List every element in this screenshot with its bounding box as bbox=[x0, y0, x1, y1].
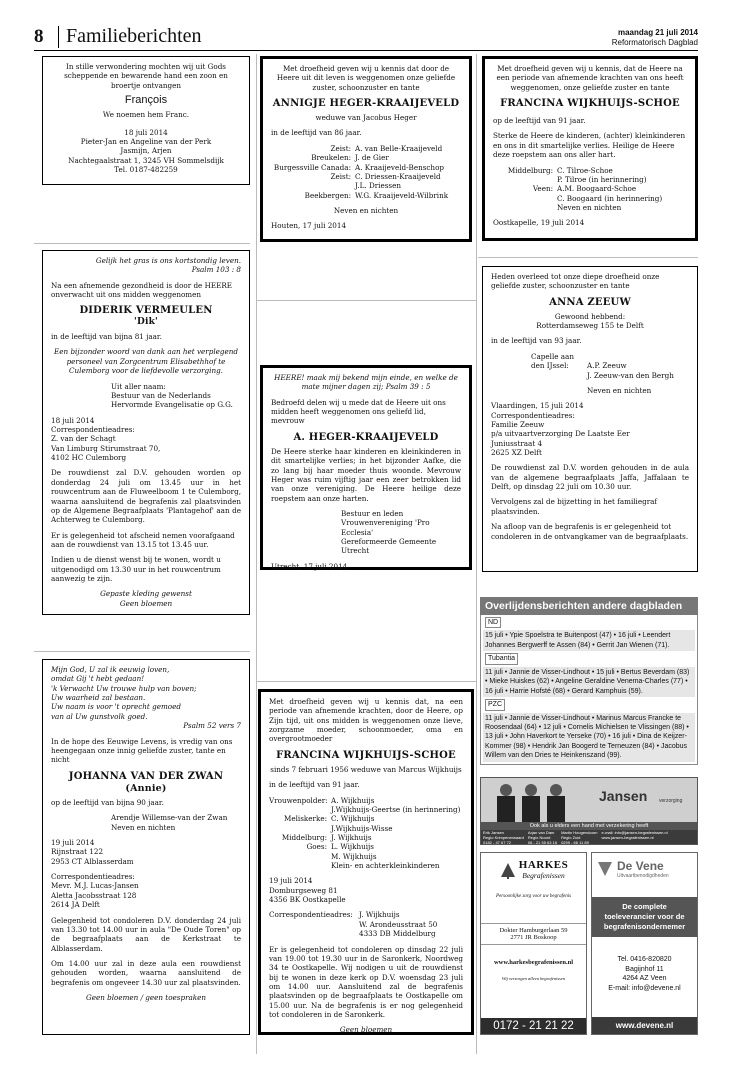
corr-label: Correspondentieadres: bbox=[491, 410, 575, 420]
relatives-list bbox=[493, 166, 687, 213]
relative-place bbox=[269, 852, 331, 861]
row-separator bbox=[256, 681, 476, 682]
brand-sub: Uitvaartbenodigdheden bbox=[617, 873, 669, 879]
relative-place bbox=[493, 175, 557, 184]
contact-2 bbox=[528, 831, 557, 845]
sign-1: Arendje Willemse-van der Zwan bbox=[111, 813, 228, 823]
relative-row bbox=[493, 175, 687, 184]
birth-announcement bbox=[42, 56, 250, 185]
relative-names: L. Wijkhuijs bbox=[331, 842, 374, 852]
relative-names: P. Tilroe (in herinnering) bbox=[557, 174, 647, 184]
death-notice-annigje bbox=[260, 56, 472, 242]
page-number: 8 bbox=[34, 26, 44, 47]
relative-2: J. Zeeuw-van den Bergh bbox=[587, 370, 674, 380]
intro: Met droefheid geven wij u kennis dat, na een periode van afnemende krachten, door de Heere, op Zijn tijd, uit ons midden is weggenomen onze lieve, zorgzame moeder, schoonmoeder, oma en overgrootmoeder bbox=[269, 697, 463, 744]
deceased-name: FRANCINA WIJKHUIJS-SCHOE bbox=[276, 749, 456, 761]
issue-date: maandag 21 juli 2014 bbox=[617, 28, 698, 37]
relative-names: J.Wijkhuijs-Wisse bbox=[331, 823, 393, 833]
relative-names: Neven en nichten bbox=[557, 202, 622, 212]
motto-line: 'k Verwacht Uw trouwe hulp van boven; bbox=[51, 683, 197, 693]
claim-line: begrafenisondernemer bbox=[603, 922, 686, 932]
phone: Tel. 0416-820820 bbox=[617, 956, 672, 964]
corr-name: Z. van der Schagt bbox=[51, 434, 116, 444]
city: 4264 AZ Veen bbox=[622, 975, 667, 983]
relative-row bbox=[269, 842, 463, 851]
age: in de leeftijd van bijna 81 jaar. bbox=[51, 332, 162, 342]
row-separator bbox=[34, 243, 250, 244]
contact-phone: 0182 - 47 67 72 bbox=[483, 839, 512, 845]
relative-names: A.M. Boogaard-Schoe bbox=[557, 184, 637, 194]
contact-name: Erik Jansen bbox=[483, 830, 504, 835]
service: Gelegenheid tot condoleren D.V. donderdag 24 juli van 13.30 tot 14.00 uur in aula "De Oude Toren" op de begraafplaats aan de Kerkstraat te Alblasserdam. bbox=[51, 915, 241, 953]
contact-name: Arjan van Dam bbox=[527, 830, 555, 835]
death-notice-heger-vereniging bbox=[260, 365, 472, 570]
intro: Na een afnemende gezondheid is door de HEERE onverwacht uit ons midden weggenomen bbox=[51, 280, 233, 300]
corr-label: Correspondentieadres: bbox=[51, 872, 135, 882]
sign-1: Bestuur en leden bbox=[341, 508, 404, 518]
relative-names: A. Kraaijeveld-Benschop bbox=[355, 162, 444, 172]
relative-names: C. Boogaard (in herinnering) bbox=[557, 193, 663, 203]
relative-row bbox=[269, 805, 463, 814]
address-2: 2953 CT Alblasserdam bbox=[51, 856, 134, 866]
nickname: (Annie) bbox=[125, 782, 167, 794]
nickname: 'Dik' bbox=[134, 317, 158, 328]
motto-line: omdat Gij 't hebt gedaan! bbox=[51, 674, 145, 684]
relative-row bbox=[493, 166, 687, 175]
address-line: Dokter Hamburgerlaan 59 bbox=[499, 927, 568, 934]
relative-row bbox=[269, 861, 463, 870]
place-1: Capelle aan bbox=[531, 351, 574, 361]
relative-names: J.Wijkhuijs-Geertse (in herinnering) bbox=[331, 804, 461, 814]
motto bbox=[51, 665, 241, 721]
siblings: Jasmijn, Arjen bbox=[120, 146, 172, 156]
relative-place: Goes: bbox=[306, 842, 327, 852]
address-2: 4356 BK Oostkapelle bbox=[269, 895, 346, 905]
motto-line: van al Uw gunstvolk goed. bbox=[51, 711, 148, 721]
sign-2: Neven en nichten bbox=[111, 822, 176, 832]
nephews: Neven en nichten bbox=[587, 385, 652, 395]
deceased-name: JOHANNA VAN DER ZWAN bbox=[68, 770, 224, 782]
date: 18 juli 2014 bbox=[51, 415, 95, 425]
nickname: We noemen hem Franc. bbox=[102, 110, 190, 120]
note: Wij verzorgen alleen begrafenissen bbox=[501, 976, 566, 981]
nephews: Neven en nichten bbox=[333, 205, 399, 215]
widow-line: weduwe van Jacobus Heger bbox=[315, 113, 417, 123]
deceased-name: ANNA ZEEUW bbox=[549, 296, 631, 308]
corr-city: 4102 HC Culemborg bbox=[51, 453, 127, 463]
paper-name: Reformatorisch Dagblad bbox=[611, 38, 698, 47]
contact-email: e-mail: info@jansen-begrafenissen.nl bbox=[601, 830, 668, 835]
contact-region: Regio Zuid bbox=[561, 834, 581, 840]
relative-row bbox=[269, 796, 463, 805]
other-papers-title: Overlijdensberichten andere dagbladen bbox=[480, 597, 698, 615]
source-entries: 11 juli • Jannie de Visser-Lindhout • 15 juli • Bertus Beverdam (83) • Mieke Huiskes (62) • Angeline Geraldine Venema-Charles (77) • 16 juli • Harrie Hofsté (68) • Gerard Kamphuis (59). bbox=[483, 667, 695, 697]
corr-3: Juniusstraat 4 bbox=[491, 438, 543, 448]
claim-line: De complete bbox=[622, 902, 667, 911]
relative-row bbox=[271, 163, 461, 172]
brand-tag: verzorging bbox=[659, 798, 683, 804]
address bbox=[481, 923, 586, 945]
relative-place: Beekbergen: bbox=[304, 190, 351, 200]
relative-place: Veen: bbox=[532, 184, 553, 194]
relative-row bbox=[269, 833, 463, 842]
contact-1 bbox=[483, 831, 524, 845]
relative-place: Middelburg: bbox=[281, 832, 327, 842]
grave: Vervolgens zal de bijzetting in het familiegraf plaatsvinden. bbox=[491, 497, 658, 516]
relative-row bbox=[269, 852, 463, 861]
relative-place: Meliskerke: bbox=[284, 814, 327, 824]
since-line: sinds 7 februari 1956 weduwe van Marcus Wijkhuijs bbox=[270, 764, 462, 774]
corr-1: Mevr. M.J. Lucas-Jansen bbox=[51, 881, 139, 891]
corr-1: J. Wijkhuijs bbox=[359, 910, 400, 920]
phone: 0172 - 21 21 22 bbox=[481, 1018, 586, 1034]
date: 19 juli 2014 bbox=[51, 838, 95, 848]
dress-code: Gepaste kleding gewenst bbox=[100, 589, 192, 599]
death-notice-francina-1 bbox=[482, 56, 698, 241]
deceased-name: A. HEGER-KRAAIJEVELD bbox=[293, 431, 439, 443]
flowers: Geen bloemen bbox=[119, 598, 173, 608]
death-notice-johanna bbox=[42, 659, 250, 1035]
relative-row bbox=[493, 194, 687, 203]
relative-row bbox=[269, 824, 463, 833]
death-notice-anna bbox=[482, 266, 698, 572]
source-label: Tubantia bbox=[485, 653, 518, 664]
relative-row bbox=[271, 172, 461, 181]
motto-ref: Psalm 103 : 8 bbox=[191, 265, 241, 275]
deceased-name: ANNIGJE HEGER-KRAAIJEVELD bbox=[272, 98, 460, 110]
relative-row bbox=[271, 144, 461, 153]
address-1: Domburgseweg 81 bbox=[269, 885, 338, 895]
other-papers-box bbox=[480, 597, 698, 765]
on-behalf: Uit aller naam: bbox=[111, 381, 166, 391]
age: op de leeftijd van 91 jaar. bbox=[493, 116, 586, 126]
relative-place bbox=[271, 181, 355, 190]
contacts bbox=[481, 830, 697, 846]
death-notice-diderik bbox=[42, 250, 250, 615]
address-1: Rijnstraat 122 bbox=[51, 847, 104, 857]
relative-names: W.G. Kraaijeveld-Wilbrink bbox=[355, 190, 449, 200]
corr-2: Aletta Jacobsstraat 128 bbox=[51, 890, 137, 900]
relative-names: M. Wijkhuijs bbox=[331, 851, 377, 861]
flowers: Geen bloemen bbox=[339, 1025, 393, 1035]
source-entries: 11 juli • Jannie de Visser-Lindhout • Marinus Marcus Francke te Roosendaal (64) • 12 juli • Cornelis Michielsen te Vlissingen (88) • 13 juli • John Haverkort te Yerseke (70) • 16 juli • Dina de Keijzer-Kommer (98) • Hendrik Jan Boogerd te Terneuzen (84) • Jacobus Willem van den Dries te Heinkenszand (99). bbox=[483, 713, 695, 762]
sign-3: Gereformeerde Gemeente Utrecht bbox=[341, 537, 437, 556]
relative-place bbox=[269, 824, 331, 833]
relative-place bbox=[269, 805, 331, 814]
corr-label: Correspondentieadres: bbox=[51, 425, 135, 434]
date: 19 juli 2014 bbox=[269, 876, 313, 886]
sign-2: Vrouwenvereniging 'Pro Ecclesia' bbox=[341, 518, 430, 537]
relative-place bbox=[493, 203, 557, 212]
row-separator bbox=[34, 651, 250, 652]
contact-web bbox=[602, 831, 668, 845]
tree-icon bbox=[499, 861, 517, 879]
intro: Met droefheid geven wij u kennis, dat de Heere na een periode van afnemende krachten van ons heeft weggenomen, onze geliefde zuster en tante bbox=[496, 64, 684, 92]
relative-1: A.P. Zeeuw bbox=[587, 361, 627, 371]
ad-devene[interactable] bbox=[591, 852, 698, 1035]
issue-info bbox=[612, 28, 698, 48]
intro: Heden overleed tot onze diepe droefheid onze geliefde zuster, schoonzuster en tante bbox=[491, 272, 660, 291]
motto-line: Uw naam is voor 't oprecht gemoed bbox=[51, 702, 181, 712]
relative-row bbox=[271, 191, 461, 200]
attend: Indien u de dienst wenst bij te wonen, wordt u uitgenodigd om 13.30 uur in het rouwcentrum aanwezig te zijn. bbox=[51, 555, 221, 584]
relative-place bbox=[493, 194, 557, 203]
corr-block bbox=[269, 910, 463, 919]
lived-address: Rotterdamseweg 155 te Delft bbox=[536, 321, 644, 331]
contact-region: Regio Krimpenerwaard bbox=[483, 834, 524, 840]
harkes-logo bbox=[481, 859, 586, 880]
relative-row bbox=[491, 361, 689, 370]
section-title: Familieberichten bbox=[66, 25, 202, 47]
service: De rouwdienst zal D.V. worden gehouden in de aula van de algemene begraafplaats Jaffa, Jaffalaan te Delft, op dinsdag 22 juli om 10.30 uur. bbox=[491, 463, 689, 492]
relative-row bbox=[269, 814, 463, 823]
brand-name: HARKES bbox=[518, 859, 569, 871]
relative-row bbox=[271, 153, 461, 162]
age: in de leeftijd van 91 jaar. bbox=[269, 780, 360, 790]
relative-row bbox=[493, 184, 687, 193]
slogan: Persoonlijke zorg voor uw begrafenis bbox=[495, 894, 572, 899]
address: Nachtegaalstraat 1, 3245 VH Sommelsdijk bbox=[68, 155, 224, 165]
farewell: Er is gelegenheid tot afscheid nemen voorafgaand aan de rouwdienst van 13.15 tot 13.45 uur. bbox=[51, 530, 235, 549]
relatives-list bbox=[269, 796, 463, 871]
age: in de leeftijd van 86 jaar. bbox=[271, 128, 362, 138]
contact bbox=[592, 955, 697, 993]
row-separator bbox=[256, 300, 476, 301]
address-line: 2771 JR Boskoop bbox=[510, 934, 557, 941]
claim bbox=[592, 897, 697, 937]
ad-harkes[interactable] bbox=[480, 852, 587, 1035]
relative-row bbox=[493, 203, 687, 212]
thanks: Een bijzonder woord van dank aan het verplegend personeel van Zorgcentrum Elisabethhof te Culemborg voor de liefdevolle verzorging. bbox=[54, 347, 238, 376]
source-entries: 15 juli • Ypie Spoelstra te Buitenpost (47) • 16 juli • Leendert Johannes Bergwerff te Assen (84) • Gerrit Jan Wienen (71). bbox=[483, 630, 695, 651]
relative-names: Klein- en achterkleinkinderen bbox=[331, 861, 440, 871]
deceased-name: DIDERIK VERMEULEN bbox=[79, 305, 213, 317]
source-label: ND bbox=[485, 617, 501, 628]
motto-line: Uw waarheid zal bestaan. bbox=[51, 693, 146, 703]
place-date: Houten, 17 juli 2014 bbox=[271, 221, 347, 231]
website[interactable]: www.devene.nl bbox=[592, 1017, 697, 1034]
contact-phone: 0299 - 66 11 89 bbox=[561, 839, 589, 845]
corr-1: Familie Zeeuw bbox=[491, 419, 545, 429]
corr-3: 2614 JA Delft bbox=[51, 900, 100, 910]
board: Bestuur van de Nederlands bbox=[111, 390, 211, 400]
contact-name: Martin Hoogendoorn bbox=[561, 830, 598, 835]
date: Vlaardingen, 15 juli 2014 bbox=[491, 401, 584, 411]
intro: Bedroefd delen wij u mede dat de Heere uit ons midden heeft weggenomen ons geliefd lid, mevrouw bbox=[271, 397, 446, 426]
relative-names: C. Driessen-Kraaijeveld bbox=[355, 171, 441, 181]
corr-2: p/a uitvaartverzorging De Laatste Eer bbox=[491, 429, 630, 439]
header-rule bbox=[34, 50, 698, 51]
motto-line: Mijn God, U zal ik eeuwig loven, bbox=[51, 665, 170, 674]
corr-label: Correspondentieadres: bbox=[269, 910, 353, 920]
website[interactable]: www.harkesbegrafenissen.nl bbox=[493, 959, 574, 966]
age: op de leeftijd van bijna 90 jaar. bbox=[51, 797, 164, 807]
church: Hervormde Evangelisatie op G.G. bbox=[111, 400, 233, 410]
relative-place: Middelburg: bbox=[507, 165, 553, 175]
place-2: den IJssel: bbox=[531, 361, 569, 371]
column-separator bbox=[476, 54, 477, 1054]
relative-names: C. Tilroe-Schoe bbox=[557, 165, 613, 175]
contact-url: www.jansen-begrafenissen.nl bbox=[601, 834, 654, 840]
motto: Gelijk het gras is ons kortstondig leven. bbox=[95, 256, 241, 265]
motto-ref: Psalm 52 vers 7 bbox=[183, 721, 241, 731]
motto: HEERE! maak mij bekend mijn einde, en welke de mate mijner dagen zij; Psalm 39 : 5 bbox=[274, 373, 458, 392]
text: De Heere sterke haar kinderen en kleinkinderen in dit smartelijke verlies; in het bijzonder Aafke, die zo lang bij haar moeder thuis woonde. Mevrouw Heger was ruim vijftig jaar een zeer betrokken lid van onze vereniging. De Heere heilige deze roepstem aan onze harten. bbox=[271, 446, 461, 503]
phone: Tel. 0187-482259 bbox=[114, 165, 178, 175]
claim-line: toeleverancier voor de bbox=[604, 912, 685, 922]
logo-mark-icon bbox=[596, 860, 614, 878]
relative-names: A. Wijkhuijs bbox=[331, 795, 375, 805]
source-label: PZC bbox=[485, 699, 505, 710]
intro: Met droefheid geven wij u kennis dat door de Heere uit dit leven is weggenomen onze geliefde zuster, schoonzuster en tante bbox=[276, 64, 456, 92]
ad-jansen[interactable] bbox=[480, 777, 698, 845]
relative-names: A. van Belle-Kraaijeveld bbox=[355, 143, 443, 153]
place-date: Oostkapelle, 19 juli 2014 bbox=[493, 218, 585, 228]
lived-label: Gewoond hebbend: bbox=[554, 311, 626, 321]
corr-4: 2625 XZ Delft bbox=[491, 448, 542, 458]
corr-2: W. Arondeusstraat 50 bbox=[359, 919, 438, 929]
condolence: Na afloop van de begrafenis is er gelegenheid tot condoleren in de ontvangkamer van de begraafplaats. bbox=[491, 522, 689, 541]
flowers: Geen bloemen / geen toespraken bbox=[85, 993, 207, 1003]
banner: Ook als u elders een hand met verzekering heeft bbox=[481, 822, 697, 830]
relative-names: J. de Gier bbox=[355, 153, 389, 163]
header-divider bbox=[58, 26, 59, 48]
brand-name: Jansen bbox=[599, 788, 648, 804]
relative-names: J. Wijkhuijs bbox=[331, 832, 372, 842]
text: Sterke de Heere de kinderen, (achter) kleinkinderen en ons in dit smartelijke verlies. Heilige de Heere deze roepstem aan ons aller hart. bbox=[493, 131, 686, 160]
birth-date: 18 juli 2014 bbox=[124, 127, 168, 137]
intro: In stille verwondering mochten wij uit Gods scheppende en bewarende hand een zoon en broertje ontvangen bbox=[64, 62, 228, 90]
relative-place: Breukelen: bbox=[311, 153, 351, 163]
death-notice-francina-2 bbox=[258, 689, 474, 1035]
row-separator bbox=[478, 257, 698, 258]
age: in de leeftijd van 93 jaar. bbox=[491, 336, 582, 346]
relative-place: Burgessville Canada: bbox=[273, 162, 351, 172]
devene-logo bbox=[592, 853, 697, 879]
brand-sub: Begrafenissen bbox=[522, 871, 565, 880]
service: Er is gelegenheid tot condoleren op dinsdag 22 juli van 19.00 tot 19.30 uur in de Saronkerk, Noordweg 34 te Oostkapelle. Wij nodigen u uit de rouwdienst bij te wonen in deze kerk op D.V. woensdag 23 juli om 14.00 uur. Aansluitend zal de begrafenis plaatsvinden op de begraafplaats te Oostkapelle om 15.00 uur. Na de begrafenis is er nog gelegenheid tot condoleren in de Saronkerk. bbox=[269, 944, 463, 1020]
contact-phone: 06 - 21 55 63 16 bbox=[527, 839, 558, 845]
corr-3: 4333 DB Middelburg bbox=[359, 929, 436, 939]
contact-3 bbox=[561, 831, 597, 845]
relative-place: Zeist: bbox=[330, 143, 351, 153]
service: De rouwdienst zal D.V. gehouden worden op donderdag 24 juli om 13.45 uur in het rouwcentrum aan de Fluweelboom 1 te Culemborg, waarna aansluitend de begrafenis zal plaatsvinden op de Algemene Begraafplaats 'Plantagehof' aan de Achterweg te Culemborg. bbox=[51, 468, 241, 525]
relatives-list bbox=[271, 144, 461, 200]
relative-row bbox=[271, 181, 461, 190]
column-separator bbox=[256, 54, 257, 1054]
contact-region: Regio Noord bbox=[527, 834, 551, 840]
relative-names: J.L. Driessen bbox=[355, 181, 401, 191]
deceased-name: FRANCINA WIJKHUIJS-SCHOE bbox=[500, 98, 680, 110]
intro: In de hope des Eeuwige Levens, is vredig van ons heengegaan onze innig geliefde zuster, tante en nicht bbox=[51, 736, 233, 765]
child-name: François bbox=[124, 94, 168, 107]
brand-name: De Vene bbox=[617, 859, 664, 873]
other-papers-list bbox=[480, 615, 698, 765]
parents: Pieter-Jan en Angeline van der Perk bbox=[80, 137, 212, 147]
place-date: Utrecht, 17 juli 2014 bbox=[271, 561, 348, 571]
burial: Om 14.00 uur zal in deze aula een rouwdienst gehouden worden, waarna aansluitend de begrafenis om ongeveer 14.30 uur zal plaatsvinden. bbox=[51, 958, 241, 987]
street: Bagijnhof 11 bbox=[625, 965, 664, 973]
relative-place: Zeist: bbox=[330, 171, 351, 181]
corr-street: Van Limburg Stirumstraat 70, bbox=[51, 443, 161, 453]
email[interactable]: E-mail: info@devene.nl bbox=[608, 984, 681, 992]
relative-place bbox=[269, 861, 331, 870]
relative-names: C. Wijkhuijs bbox=[331, 814, 375, 824]
relative-place: Vrouwenpolder: bbox=[269, 795, 328, 805]
